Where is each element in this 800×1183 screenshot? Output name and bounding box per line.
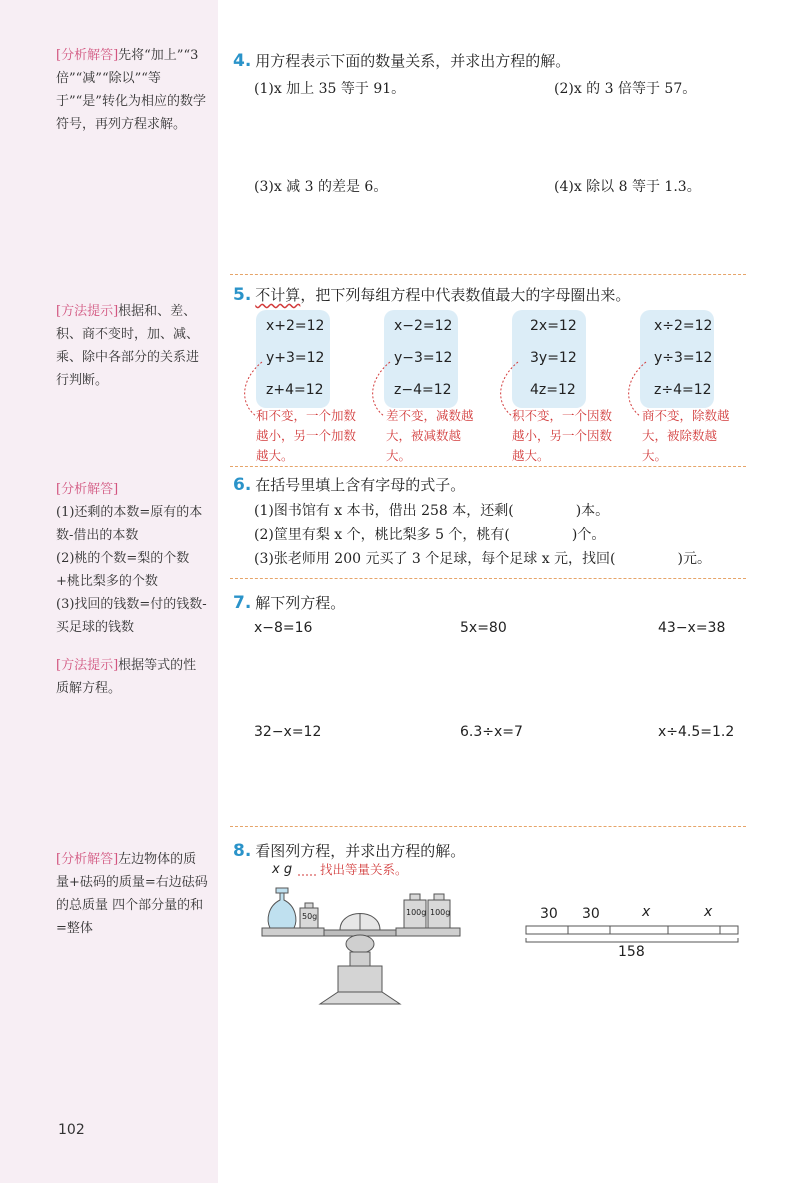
equation: y−3=12 [394, 350, 453, 366]
section-divider [230, 466, 746, 467]
question-number: 8. [233, 841, 252, 861]
equation: z−4=12 [394, 382, 452, 398]
hint-note: 找出等量关系。 [320, 862, 408, 877]
question-number: 5. [233, 285, 252, 305]
balance-scale-diagram [258, 870, 468, 1010]
weight-label: 100g [430, 908, 451, 917]
q6-item-text: (2)筐里有梨 x 个，桃比梨多 5 个，桃有( [254, 527, 510, 543]
question-title: 解下列方程。 [255, 594, 346, 612]
question-title: 在括号里填上含有字母的式子。 [255, 476, 466, 494]
segment-label: 30 [582, 906, 600, 922]
left-pan [262, 928, 324, 936]
equation: 6.3÷x=7 [460, 724, 523, 740]
weight-label: 50g [302, 912, 318, 921]
question-title-emphasis: 不计算 [255, 286, 301, 304]
equation: y÷3=12 [654, 350, 713, 366]
equation: 43−x=38 [658, 620, 726, 636]
equation: x÷4.5=1.2 [658, 724, 735, 740]
segment-label: 30 [540, 906, 558, 922]
q6-item-text: (3)张老师用 200 元买了 3 个足球，每个足球 x 元，找回( [254, 551, 616, 567]
question-title: 看图列方程，并求出方程的解。 [255, 842, 466, 860]
section-divider [230, 826, 746, 827]
equation: x−8=16 [254, 620, 313, 636]
note-text: 左边物体的质量+砝码的质量=右边砝码的总质量 四个部分量的和=整体 [56, 852, 208, 936]
q4-item: (2)x 的 3 倍等于 57。 [554, 81, 697, 97]
q6-item [254, 548, 711, 568]
note-tag: [分析解答] [56, 852, 119, 867]
note-text: 根据等式的性质解方程。 [56, 658, 197, 696]
equation: 2x=12 [530, 318, 577, 334]
hint-note: 商不变，除数越大，被除数越大。 [642, 408, 730, 463]
equation: x÷2=12 [654, 318, 713, 334]
note-tag: [方法提示] [56, 304, 119, 319]
pivot [346, 935, 374, 953]
hint-note: 和不变，一个加数越小，另一个加数越大。 [256, 408, 357, 463]
page-number: 102 [58, 1122, 85, 1138]
equation: 3y=12 [530, 350, 577, 366]
question-title: ，把下列每组方程中代表数值最大的字母圈出来。 [300, 286, 631, 304]
note-line: (3)找回的钱数=付的钱数-买足球的钱数 [56, 597, 207, 635]
question-number: 7. [233, 593, 252, 613]
question-7-heading [233, 592, 345, 613]
note-line: (1)还剩的本数=原有的本数-借出的本数 [56, 505, 203, 543]
q6-item [254, 500, 609, 520]
question-number: 6. [233, 475, 252, 495]
note-tag: [分析解答] [56, 482, 119, 497]
note-text: 根据和、差、积、商不变时，加、减、乘、除中各部分的关系进行判断。 [56, 304, 200, 388]
segment-label: x [704, 904, 713, 920]
right-pan [396, 928, 460, 936]
hint-note: 差不变，减数越大，被减数越大。 [386, 408, 474, 463]
equation: y+3=12 [266, 350, 325, 366]
note-line: (2)桃的个数=梨的个数+桃比梨多的个数 [56, 551, 190, 589]
segment-label: x [642, 904, 651, 920]
question-6-heading [233, 474, 465, 495]
equation: 4z=12 [530, 382, 576, 398]
question-number: 4. [233, 51, 252, 71]
q6-item-text: )个。 [571, 527, 606, 543]
q6-item-text: )元。 [677, 551, 711, 567]
equation: z÷4=12 [654, 382, 712, 398]
q4-item: (3)x 减 3 的差是 6。 [254, 179, 388, 195]
scale-base [338, 966, 382, 992]
note-tag: [分析解答] [56, 48, 119, 63]
note-tag: [方法提示] [56, 658, 119, 673]
scale-label: x g [272, 862, 293, 877]
equation: 5x=80 [460, 620, 507, 636]
hint-note: 积不变，一个因数越小，另一个因数越大。 [512, 408, 613, 463]
weight-label: 100g [406, 908, 427, 917]
q6-item [254, 524, 605, 544]
equation: 32−x=12 [254, 724, 322, 740]
vase-icon [268, 888, 296, 928]
equation: x+2=12 [266, 318, 325, 334]
equation: x−2=12 [394, 318, 453, 334]
segment-total-label: 158 [618, 944, 645, 960]
equation: z+4=12 [266, 382, 324, 398]
q6-item-text: )本。 [575, 503, 610, 519]
question-8-heading [233, 840, 465, 861]
note-text: 先将“加上”“3倍”“减”“除以”“等于”“是”转化为相应的数学符号，再列方程求解。 [56, 48, 206, 132]
q6-item-text: (1)图书馆有 x 本书，借出 258 本，还剩( [254, 503, 514, 519]
q4-item: (1)x 加上 35 等于 91。 [254, 81, 406, 97]
section-divider [230, 578, 746, 579]
q4-item: (4)x 除以 8 等于 1.3。 [554, 179, 701, 195]
question-title: 用方程表示下面的数量关系，并求出方程的解。 [255, 52, 571, 70]
